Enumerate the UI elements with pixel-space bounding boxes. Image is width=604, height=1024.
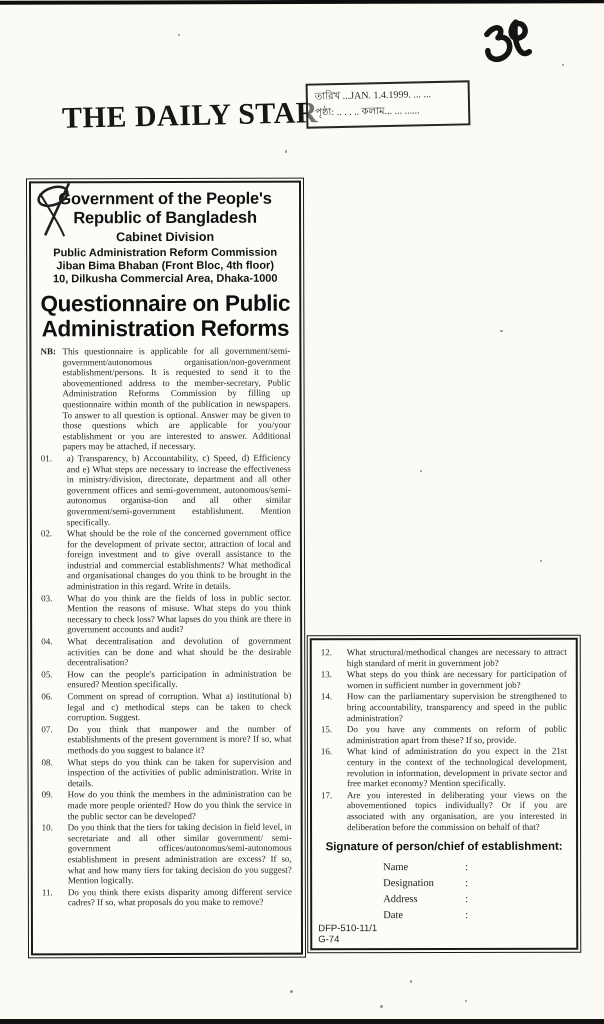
division-line: Cabinet Division	[116, 229, 215, 245]
question-number: 02.	[40, 528, 53, 539]
scan-speck	[465, 1000, 467, 1002]
commission-line: Public Administration Reform Commission	[53, 246, 278, 260]
scan-edge-top	[0, 0, 604, 5]
question-number: 12.	[320, 647, 333, 658]
newspaper-masthead: THE DAILY STAR	[61, 96, 319, 135]
question-item	[41, 723, 291, 755]
question-item	[321, 691, 567, 723]
field-colon: :	[465, 878, 469, 890]
question-text: Comment on spread of corruption. What a) institutional b) legal and c) methodical steps can be taken to check corruption. Suggest.	[67, 690, 292, 723]
signature-field-name	[383, 860, 567, 876]
question-text: How do you think the members in the administration can be made more people oriented? How do you think the service in the public sector can be developed?	[67, 789, 292, 821]
question-number: 10.	[41, 822, 53, 833]
question-text: What steps do you think can be taken for supervision and inspection of the activities of public administration. Write in details.	[67, 756, 292, 789]
question-text: What structural/methodical changes are necessary to attract high standard of merit in government job?	[346, 646, 567, 668]
question-text: Do you have any comments on reform of public administration apart from these? If so, provide.	[346, 723, 567, 745]
date-stamp-box	[306, 80, 471, 128]
nb-note	[40, 346, 290, 453]
question-number: 08.	[41, 756, 53, 767]
title-line2: Administration Reforms	[41, 315, 290, 342]
question-text: What decentralisation and devolution of government activities can be done and what should be the desirable decentralisation?	[67, 635, 292, 668]
print-reference	[318, 924, 377, 945]
question-item	[41, 756, 291, 788]
print-reference-line1: DFP-510-11/1	[318, 923, 378, 935]
org-name-line1: Government of the People's	[58, 189, 272, 209]
question-text: What steps do you think are necessary for participation of women in sufficient number in government job?	[346, 668, 567, 690]
question-item	[41, 528, 291, 592]
field-colon: :	[465, 894, 469, 906]
scan-speck	[410, 980, 412, 983]
handwritten-page-number	[467, 11, 546, 87]
question-text: What kind of administration do you expect in the 21st century in the context of the technological development, revolution in information, development in private sector and free market economy? Mention specifically.	[346, 746, 567, 789]
question-text: Are you interested in deliberating your views on the abovementioned topics individually? Or if you are associated with any organisation, are you interested in deliberation before the commission on behalf of that?	[346, 789, 568, 832]
question-text: Do you think there exists disparity among different service cadres? If so, what proposals do you make to remove?	[67, 886, 292, 908]
signature-heading: Signature of person/chief of establishment:	[325, 840, 563, 854]
notice-box-right	[310, 638, 579, 950]
field-colon: :	[465, 862, 469, 874]
question-number: 03.	[41, 592, 53, 603]
scan-speck	[285, 150, 287, 153]
question-number: 04.	[41, 636, 53, 647]
field-colon: :	[465, 910, 469, 922]
question-text: Do you think that the tiers for taking decision in field level, in secretariate and all other similar government/ semi-government offices/autonomus/semi-autonomous establishment in present administration are excess? If so, what and how many tiers for taking decision do you suggest? Mention logically.	[67, 821, 292, 886]
signature-field-address	[383, 892, 567, 908]
question-item	[321, 647, 567, 669]
field-label: Address	[383, 894, 418, 906]
question-number: 07.	[41, 724, 53, 735]
nb-label: NB:	[40, 346, 56, 357]
org-name-line2: Republic of Bangladesh	[73, 208, 257, 228]
signature-field-designation	[383, 876, 567, 892]
question-item	[321, 724, 567, 746]
signature-fields	[383, 860, 567, 924]
question-number: 05.	[41, 669, 53, 680]
question-number: 13.	[320, 669, 333, 680]
question-item	[42, 822, 292, 886]
question-text: How can the people's participation in administration be ensured? Mention specifically.	[67, 668, 292, 690]
field-label: Name	[383, 862, 409, 874]
scan-edge-bottom	[0, 1019, 604, 1024]
scan-speck	[540, 560, 542, 562]
question-text: What should be the role of the concerned government office for the development of private sector, attraction of local and foreign investment and to give overall assistance to the industrial and commercial establishments? What methodical and organisational changes do you think to be brought in the administration in this regard. Write in details.	[66, 527, 292, 592]
signature-field-date	[383, 908, 567, 924]
question-item	[321, 790, 567, 833]
question-item	[41, 691, 291, 723]
question-text: How can the parliamentary supervision be strengthened to bring accountability, transparency and speed in the public administration?	[346, 691, 567, 723]
notice-title	[40, 291, 290, 342]
nb-text: This questionnaire is applicable for all government/semi-government/autonomous organisation/non-government establishment/persons. It is requested to send it to the abovementioned address to the member-secretary, Public Administration Reforms Commission by filling up questionnaire within month of the publication in newspapers. To answer to all question is optional. Answer may be given to those questions which are applicable for you/your establishment or you are interested to answer. Additional papers may be attached, if necessary.	[62, 345, 291, 452]
question-item	[41, 636, 291, 668]
question-text: a) Transparency, b) Accountability, c) Speed, d) Efficiency and e) What steps are necessary to increase the effectiveness in ministry/division, directorate, department and all other government offices and semi-government, autonomous/semi-autonomus organisa-tion and all other similar government/semi-government establishment. Mention specifically.	[66, 452, 291, 527]
field-label: Date	[383, 910, 404, 922]
scan-speck	[420, 470, 422, 472]
stamp-date-line: তারিখ ...JAN. 1.4.1999. ... ...	[314, 89, 432, 103]
question-item	[321, 669, 567, 691]
question-text: What do you think are the fields of loss in public sector. Mention the reasons of misuse. What steps do you think necessary to check loss? What lapses do you think are there in government accounts and audit?	[67, 592, 292, 635]
scan-speck	[562, 64, 564, 66]
question-number: 09.	[41, 789, 53, 800]
question-number: 16.	[320, 746, 333, 757]
print-reference-line2: G-74	[318, 933, 340, 945]
question-number: 01.	[40, 453, 52, 464]
address-line2: 10, Dilkusha Commercial Area, Dhaka-1000	[52, 272, 278, 286]
question-item	[41, 668, 291, 690]
stamp-page-line: পৃষ্ঠা: .. . . .. কলাম... ... ......	[315, 105, 420, 119]
address-line1: Jiban Bima Bhaban (Front Bloc, 4th floor)	[56, 259, 275, 273]
scan-speck	[178, 34, 180, 36]
question-number: 06.	[41, 691, 53, 702]
title-line1: Questionnaire on Public	[40, 290, 291, 317]
question-item	[41, 453, 291, 528]
question-item	[42, 886, 292, 908]
notice-box-left	[29, 181, 303, 956]
question-number: 17.	[320, 789, 333, 800]
question-text: Do you think that manpower and the number of establishments of the present government is more? If so, what methods do you suggest to balance it?	[67, 723, 292, 756]
scan-speck	[290, 990, 293, 993]
field-label: Designation	[383, 878, 434, 890]
question-number: 11.	[41, 886, 53, 898]
scan-speck	[380, 1005, 383, 1008]
question-number: 14.	[320, 691, 333, 702]
question-item	[41, 592, 291, 635]
question-number: 15.	[320, 724, 333, 735]
question-item	[42, 789, 292, 821]
pen-mark-icon	[31, 181, 89, 245]
question-item	[321, 746, 567, 789]
scan-speck	[500, 330, 503, 332]
